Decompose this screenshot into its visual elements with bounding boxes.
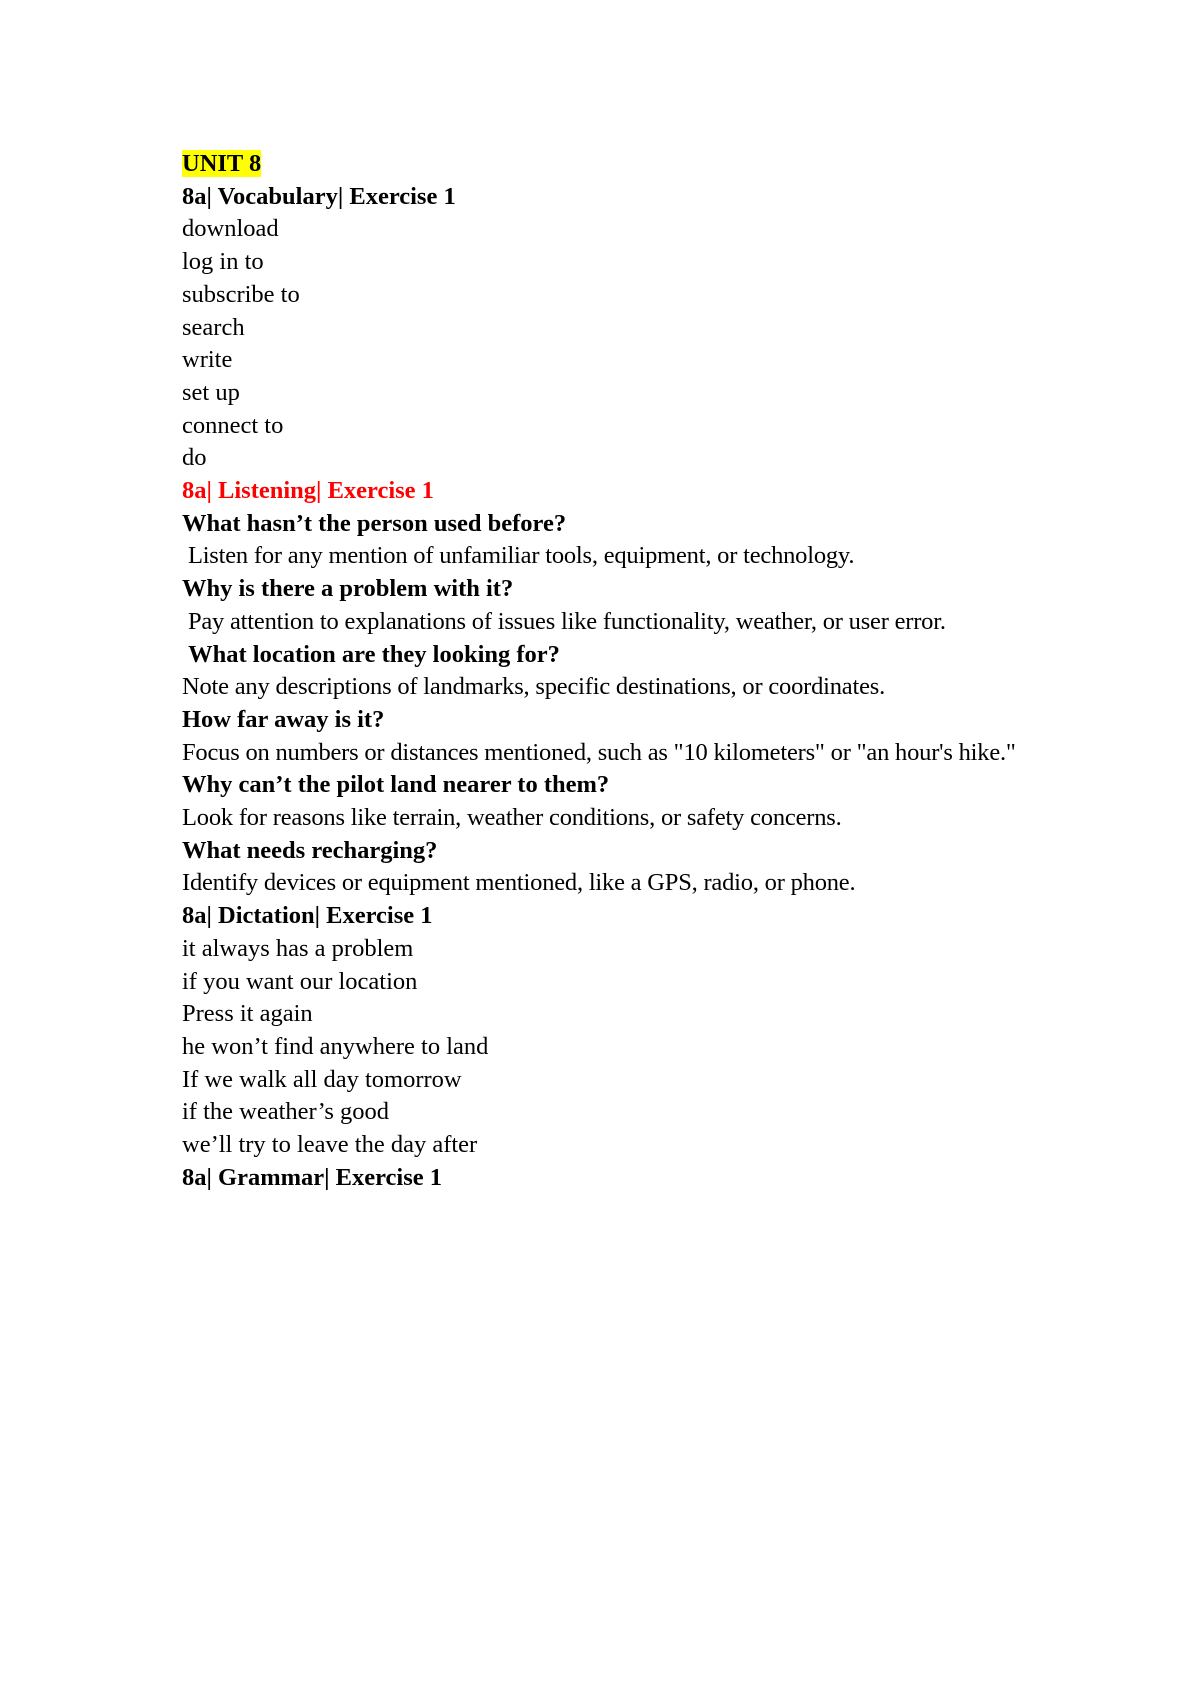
vocabulary-item: write <box>182 346 233 374</box>
vocabulary-item: set up <box>182 378 240 406</box>
dictation-item: it always has a problem <box>182 934 414 962</box>
listening-answer: Listen for any mention of unfamiliar tools, equipment, or technology. <box>182 542 855 570</box>
listening-question: How far away is it? <box>182 705 385 733</box>
vocabulary-item: connect to <box>182 411 284 439</box>
listening-question: What hasn’t the person used before? <box>182 509 567 537</box>
listening-question: Why is there a problem with it? <box>182 575 514 603</box>
dictation-item: we’ll try to leave the day after <box>182 1131 478 1159</box>
listening-answer: Look for reasons like terrain, weather conditions, or safety concerns. <box>182 804 842 832</box>
listening-answer: Focus on numbers or distances mentioned, such as "10 kilometers" or "an hour's hike." <box>182 738 1016 766</box>
dictation-heading: 8a| Dictation| Exercise 1 <box>182 902 433 930</box>
vocabulary-heading: 8a| Vocabulary| Exercise 1 <box>182 182 456 210</box>
listening-answer: Note any descriptions of landmarks, specific destinations, or coordinates. <box>182 673 885 701</box>
listening-answer: Pay attention to explanations of issues like functionality, weather, or user error. <box>182 607 946 635</box>
listening-question: What location are they looking for? <box>182 640 560 668</box>
vocabulary-item: subscribe to <box>182 280 300 308</box>
dictation-item: he won’t find anywhere to land <box>182 1032 489 1060</box>
grammar-heading: 8a| Grammar| Exercise 1 <box>182 1163 443 1191</box>
listening-question: What needs recharging? <box>182 836 438 864</box>
dictation-item: if the weather’s good <box>182 1098 390 1126</box>
dictation-item: If we walk all day tomorrow <box>182 1065 462 1093</box>
vocabulary-item: search <box>182 313 245 341</box>
document-page <box>182 148 1082 1195</box>
dictation-item: Press it again <box>182 1000 313 1028</box>
unit-title: UNIT 8 <box>182 150 262 177</box>
vocabulary-item: download <box>182 215 279 243</box>
unit-title-line <box>182 148 1082 181</box>
listening-question: Why can’t the pilot land nearer to them? <box>182 771 610 799</box>
vocabulary-item: do <box>182 444 207 472</box>
vocabulary-item: log in to <box>182 248 264 276</box>
dictation-item: if you want our location <box>182 967 418 995</box>
listening-answer: Identify devices or equipment mentioned, like a GPS, radio, or phone. <box>182 869 856 897</box>
listening-heading: 8a| Listening| Exercise 1 <box>182 477 434 505</box>
